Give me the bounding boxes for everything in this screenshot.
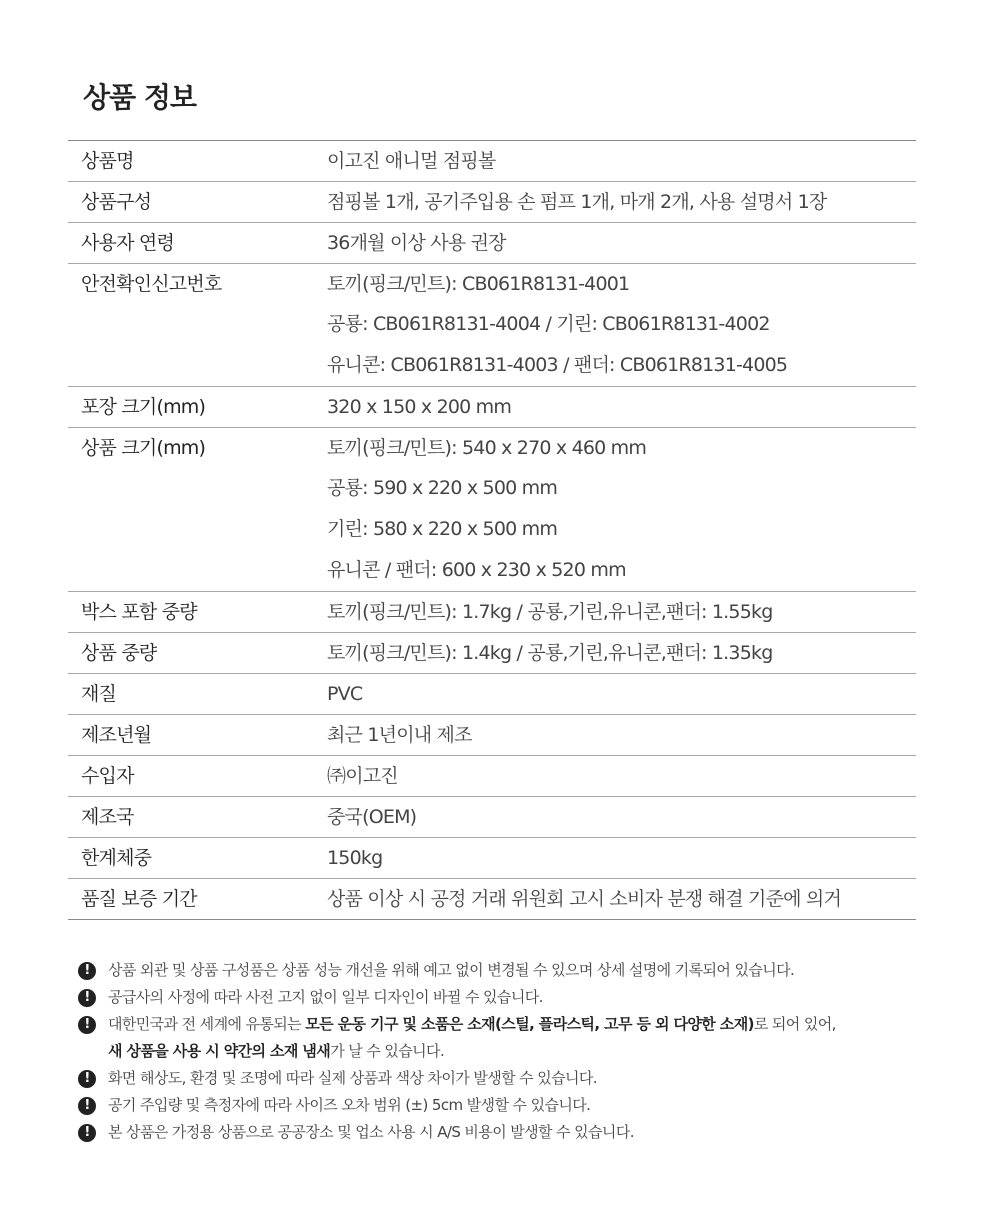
- row-value-line: PVC: [327, 683, 363, 705]
- table-row: [68, 264, 916, 387]
- exclamation-circle-icon: !: [78, 1070, 96, 1088]
- row-label: 상품구성: [81, 191, 152, 213]
- row-value-line: ㈜이고진: [327, 765, 398, 787]
- notice-emphasis: 모든 운동 기구 및 소품은 소재(스틸, 플라스틱, 고무 등 외 다양한 소재): [305, 1015, 754, 1033]
- row-value-line: 중국(OEM): [327, 806, 417, 828]
- page-title: 상품 정보: [83, 81, 196, 114]
- row-label: 안전확인신고번호: [81, 273, 222, 295]
- row-value-line: 320 x 150 x 200 mm: [327, 396, 512, 418]
- notice-text: 공급사의 사정에 따라 사전 고지 없이 일부 디자인이 바뀔 수 있습니다.: [108, 988, 543, 1006]
- row-value-line: 150kg: [327, 847, 383, 869]
- row-value-line: 토끼(핑크/민트): CB061R8131-4001: [327, 273, 630, 295]
- row-value-line: 유니콘: CB061R8131-4003 / 팬더: CB061R8131-4005: [327, 354, 788, 376]
- table-row: [68, 879, 916, 920]
- row-value-cell: [327, 633, 916, 674]
- row-value-cell: [327, 879, 916, 920]
- row-label-cell: [68, 223, 327, 264]
- notice-text-part: 가 날 수 있습니다.: [330, 1042, 445, 1060]
- notice-text: [108, 1038, 976, 1065]
- notice-text-part: 대한민국과 전 세계에 유통되는: [108, 1015, 306, 1033]
- row-label-cell: [68, 592, 327, 633]
- row-value-line: 토끼(핑크/민트): 1.4kg / 공룡,기린,유니콘,팬더: 1.35kg: [327, 642, 773, 664]
- notice-text: 화면 해상도, 환경 및 조명에 따라 실제 상품과 색상 차이가 발생할 수 있습니다.: [108, 1069, 597, 1087]
- notice-item: [76, 957, 976, 984]
- row-label-cell: [68, 756, 327, 797]
- exclamation-circle-icon: !: [78, 989, 96, 1007]
- table-row: [68, 756, 916, 797]
- notice-text-part: 로 되어 있어,: [753, 1015, 836, 1033]
- row-value-cell: [327, 387, 916, 428]
- row-value-line: 이고진 애니멀 점핑볼: [327, 150, 496, 172]
- row-label: 재질: [81, 683, 117, 705]
- row-value-cell: [327, 141, 916, 182]
- row-label-cell: [68, 387, 327, 428]
- row-label: 상품 중량: [81, 642, 157, 664]
- row-value-cell: [327, 428, 916, 592]
- row-value-line: 토끼(핑크/민트): 1.7kg / 공룡,기린,유니콘,팬더: 1.55kg: [327, 601, 773, 623]
- row-label-cell: [68, 674, 327, 715]
- row-label: 상품 크기(mm): [81, 437, 206, 459]
- row-value-cell: [327, 182, 916, 223]
- row-value-cell: [327, 592, 916, 633]
- row-value-line: 기린: 580 x 220 x 500 mm: [327, 518, 558, 540]
- row-value-cell: [327, 674, 916, 715]
- table-row: [68, 838, 916, 879]
- table-row: [68, 633, 916, 674]
- row-value-cell: [327, 756, 916, 797]
- table-row: [68, 592, 916, 633]
- row-label: 제조년월: [81, 724, 152, 746]
- table-row: [68, 715, 916, 756]
- row-label-cell: [68, 797, 327, 838]
- row-value-cell: [327, 797, 916, 838]
- notice-list: [76, 957, 976, 1146]
- row-value-line: 상품 이상 시 공정 거래 위원회 고시 소비자 분쟁 해결 기준에 의거: [327, 888, 842, 910]
- row-label-cell: [68, 633, 327, 674]
- row-label-cell: [68, 838, 327, 879]
- row-label: 한계체중: [81, 847, 152, 869]
- row-value-line: 36개월 이상 사용 권장: [327, 232, 506, 254]
- notice-item: [76, 1092, 976, 1119]
- product-info-table: [68, 140, 916, 920]
- table-row: [68, 797, 916, 838]
- row-label: 사용자 연령: [81, 232, 175, 254]
- table-row: [68, 674, 916, 715]
- row-label: 상품명: [81, 150, 134, 172]
- row-value-cell: [327, 838, 916, 879]
- notice-text: [108, 1011, 976, 1038]
- row-value-cell: [327, 715, 916, 756]
- row-label-cell: [68, 141, 327, 182]
- table-row: [68, 223, 916, 264]
- row-value-cell: [327, 264, 916, 387]
- row-label-cell: [68, 264, 327, 387]
- table-row: [68, 387, 916, 428]
- row-value-line: 점핑볼 1개, 공기주입용 손 펌프 1개, 마개 2개, 사용 설명서 1장: [327, 191, 827, 213]
- notice-text: 상품 외관 및 상품 구성품은 상품 성능 개선을 위해 예고 없이 변경될 수 있으며 상세 설명에 기록되어 있습니다.: [108, 961, 795, 979]
- row-value-line: 토끼(핑크/민트): 540 x 270 x 460 mm: [327, 437, 647, 459]
- notice-text: 공기 주입량 및 측정자에 따라 사이즈 오차 범위 (±) 5cm 발생할 수 있습니다.: [108, 1096, 591, 1114]
- exclamation-circle-icon: !: [78, 1097, 96, 1115]
- row-label: 수입자: [81, 765, 134, 787]
- row-label-cell: [68, 428, 327, 592]
- row-label: 포장 크기(mm): [81, 396, 206, 418]
- row-value-line: 공룡: 590 x 220 x 500 mm: [327, 477, 558, 499]
- notice-text: 본 상품은 가정용 상품으로 공공장소 및 업소 사용 시 A/S 비용이 발생할 수 있습니다.: [108, 1123, 634, 1141]
- exclamation-circle-icon: !: [78, 962, 96, 980]
- notice-item: [76, 1119, 976, 1146]
- exclamation-circle-icon: !: [78, 1124, 96, 1142]
- exclamation-circle-icon: !: [78, 1016, 96, 1034]
- row-value-line: 최근 1년이내 제조: [327, 724, 472, 746]
- row-label: 박스 포함 중량: [81, 601, 197, 623]
- row-label-cell: [68, 182, 327, 223]
- row-value-line: 유니콘 / 팬더: 600 x 230 x 520 mm: [327, 559, 626, 581]
- row-label: 제조국: [81, 806, 134, 828]
- table-row: [68, 428, 916, 592]
- notice-item: [76, 1011, 976, 1065]
- notice-emphasis: 새 상품을 사용 시 약간의 소재 냄새: [108, 1042, 331, 1060]
- row-label-cell: [68, 879, 327, 920]
- row-value-line: 공룡: CB061R8131-4004 / 기린: CB061R8131-4002: [327, 313, 770, 335]
- table-row: [68, 182, 916, 223]
- table-row: [68, 141, 916, 182]
- row-value-cell: [327, 223, 916, 264]
- row-label: 품질 보증 기간: [81, 888, 197, 910]
- row-label-cell: [68, 715, 327, 756]
- notice-item: [76, 984, 976, 1011]
- notice-item: [76, 1065, 976, 1092]
